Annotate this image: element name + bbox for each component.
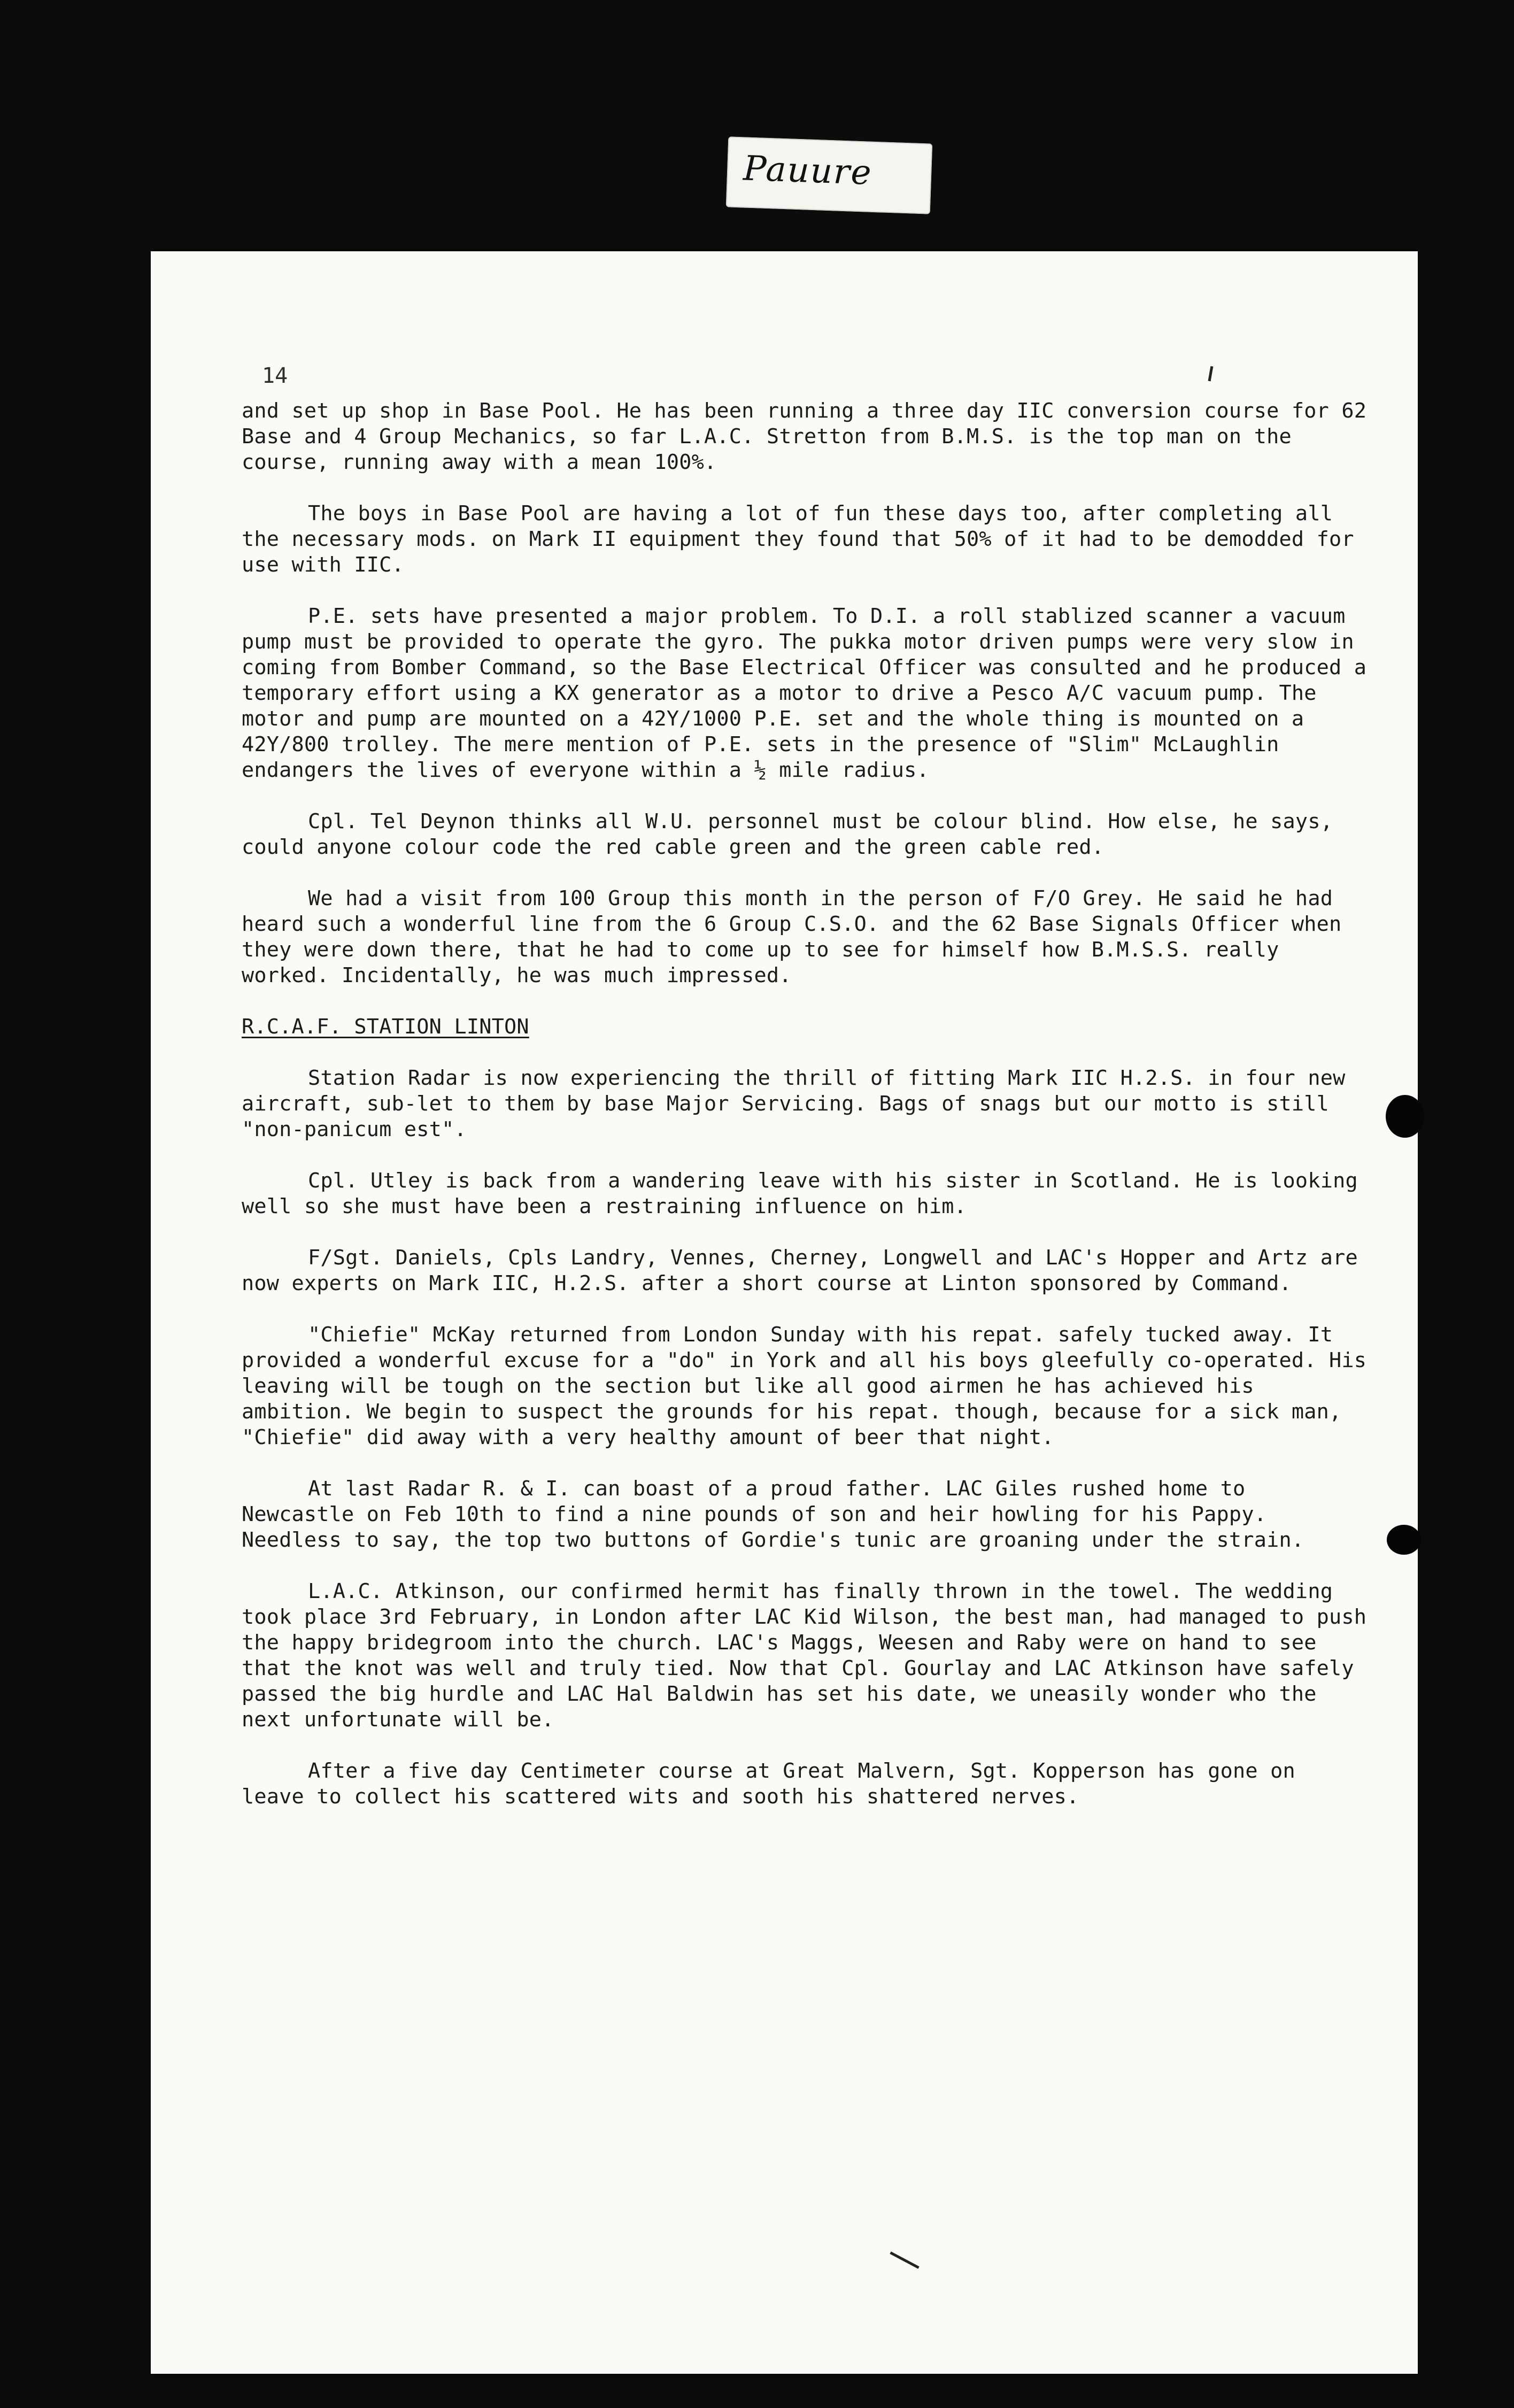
pen-tick-mark [1208,366,1214,381]
paragraph: and set up shop in Base Pool. He has been running a three day IIC conversion course for 62 Base and 4 Group Mechanics, so far L.A.C. Stretton from B.M.S. is the top man on the course, running away with a mean 100%. [242,399,1367,474]
paragraph: "Chiefie" McKay returned from London Sunday with his repat. safely tucked away. It provided a wonderful excuse for a "do" in York and all his boys gleefully co-operated. His leaving will be tough on the section but like all good airmen he has achieved his ambition. We begin to suspect the grounds for his repat. though, because for a sick man, "Chiefie" did away with a very healthy amount of beer that night. [242,1323,1367,1449]
archive-tag-label [726,136,932,214]
paragraph: F/Sgt. Daniels, Cpls Landry, Vennes, Cherney, Longwell and LAC's Hopper and Artz are now experts on Mark IIC, H.2.S. after a short course at Linton sponsored by Command. [242,1246,1358,1295]
binder-hole [1386,1095,1424,1138]
paragraph: Station Radar is now experiencing the thrill of fitting Mark IIC H.2.S. in four new aircraft, sub-let to them by base Major Servicing. Bags of snags but our motto is still "non-panicum est". [242,1066,1346,1141]
paragraph: At last Radar R. & I. can boast of a proud father. LAC Giles rushed home to Newcastle on Feb 10th to find a nine pounds of son and heir howling for his Pappy. Needless to say, the top two buttons of Gordie's tunic are groaning under the strain. [242,1477,1304,1552]
paragraph: Cpl. Tel Deynon thinks all W.U. personnel must be colour blind. How else, he says, could anyone colour code the red cable green and the green cable red. [242,809,1333,859]
pen-tick-mark [890,2251,919,2269]
paragraph: The boys in Base Pool are having a lot of fun these days too, after completing all the necessary mods. on Mark II equipment they found that 50% of it had to be demodded for use with IIC. [242,501,1354,577]
paragraph: After a five day Centimeter course at Great Malvern, Sgt. Kopperson has gone on leave to collect his scattered wits and sooth his shattered nerves. [242,1759,1295,1809]
document-body [242,398,1370,1835]
paragraph: We had a visit from 100 Group this month in the person of F/O Grey. He said he had heard such a wonderful line from the 6 Group C.S.O. and the 62 Base Signals Officer when they were down there, that he had to come up to see for himself how B.M.S.S. really worked. Incidentally, he was much impressed. [242,886,1342,987]
paragraph: P.E. sets have presented a major problem. To D.I. a roll stablized scanner a vacuum pump must be provided to operate the gyro. The pukka motor driven pumps were very slow in coming from Bomber Command, so the Base Electrical Officer was consulted and he produced a temporary effort using a KX generator as a motor to drive a Pesco A/C vacuum pump. The motor and pump are mounted on a 42Y/1000 P.E. set and the whole thing is mounted on a 42Y/800 trolley. The mere mention of P.E. sets in the presence of "Slim" McLaughlin endangers the lives of everyone within a ½ mile radius. [242,604,1367,782]
document-page [151,251,1418,2374]
page-number: 14 [262,364,288,388]
section-heading: R.C.A.F. STATION LINTON [242,1015,529,1039]
paragraph: Cpl. Utley is back from a wandering leave with his sister in Scotland. He is looking well so she must have been a restraining influence on him. [242,1169,1358,1218]
binder-hole [1387,1525,1421,1555]
paragraph: L.A.C. Atkinson, our confirmed hermit has finally thrown in the towel. The wedding took place 3rd February, in London after LAC Kid Wilson, the best man, had managed to push the happy bridegroom into the church. LAC's Maggs, Weesen and Raby were on hand to see that the knot was well and truly tied. Now that Cpl. Gourlay and LAC Atkinson have safely passed the big hurdle and LAC Hal Baldwin has set his date, we uneasily wonder who the next unfortunate will be. [242,1579,1367,1732]
archive-tag-text: Pauure [743,149,873,193]
